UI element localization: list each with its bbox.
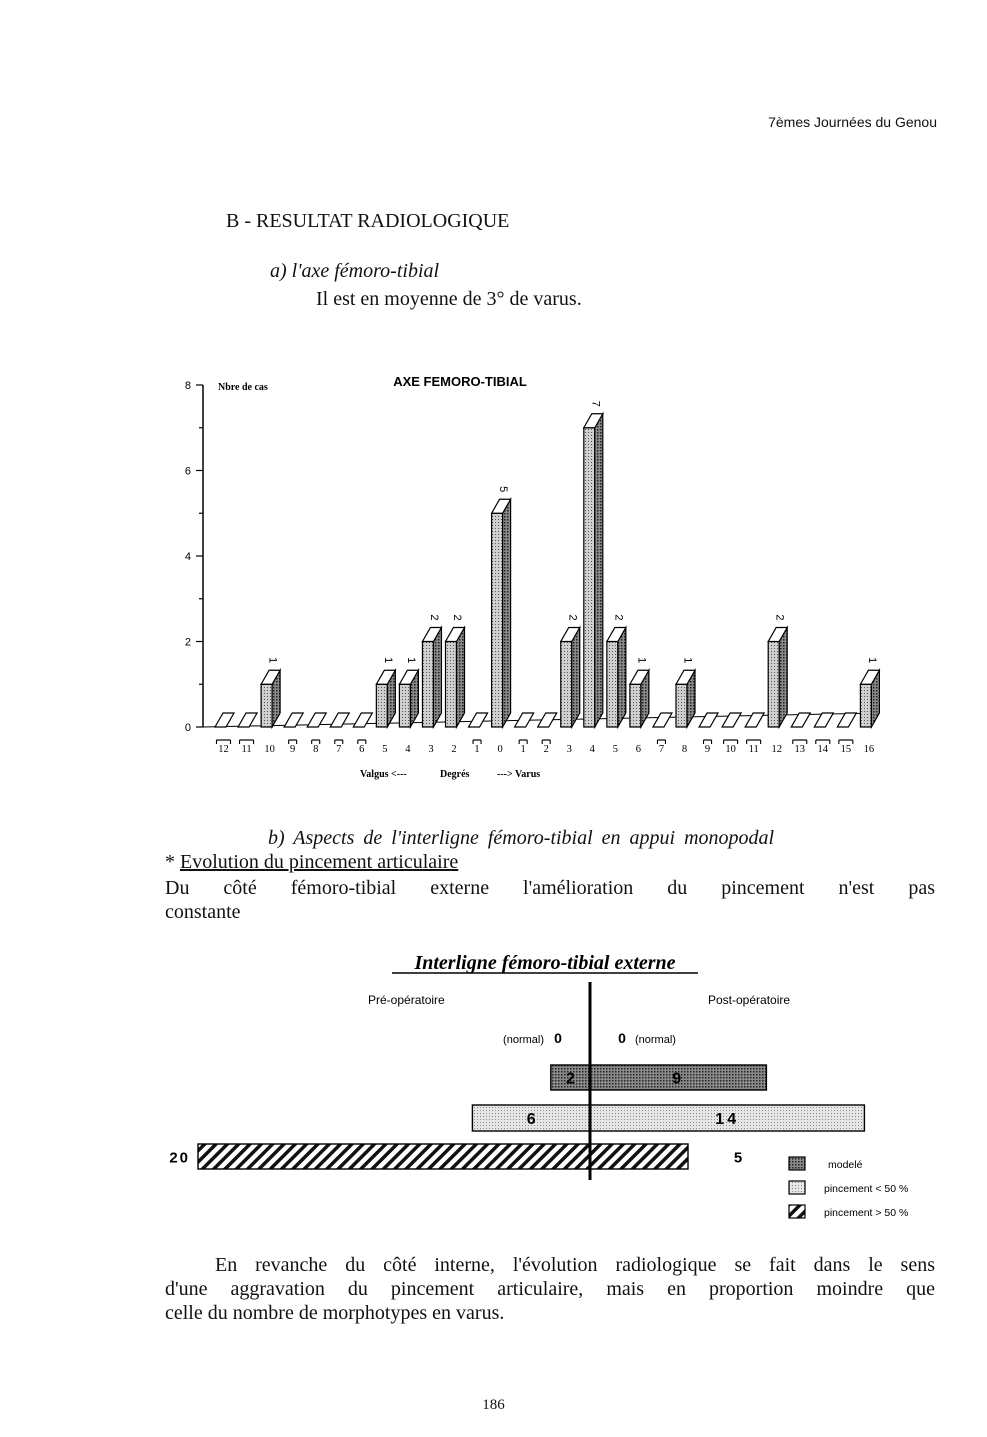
bar-front xyxy=(261,684,272,727)
bar-side xyxy=(572,628,580,728)
x-tick-label: 9 xyxy=(290,744,296,755)
post-value: 14 xyxy=(715,1111,740,1128)
normal-label-right: (normal) xyxy=(635,1034,676,1046)
axis-sentence: Il est en moyenne de 3° de varus. xyxy=(316,288,582,310)
x-tick-label: 4 xyxy=(589,744,595,755)
y-axis-label: Nbre de cas xyxy=(218,382,268,393)
value-label: 2 xyxy=(612,614,625,621)
bar-side xyxy=(595,414,603,727)
post-operative-label: Post-opératoire xyxy=(708,993,791,1007)
x-tick-label: 15 xyxy=(840,744,852,755)
section-title: B - RESULTAT RADIOLOGIQUE xyxy=(226,210,510,232)
x-tick-label: 8 xyxy=(313,744,319,755)
bar-front xyxy=(446,642,457,728)
x-label-valgus: Valgus <--- xyxy=(360,769,407,780)
bar-zero xyxy=(238,713,257,727)
bar-zero xyxy=(215,713,234,727)
legend-swatch xyxy=(789,1157,805,1170)
legend-label: pincement > 50 % xyxy=(824,1207,909,1219)
x-tick-label: 11 xyxy=(748,744,759,755)
value-label: 5 xyxy=(497,486,510,493)
bullet-marker: * xyxy=(165,851,180,873)
x-tick-label: 13 xyxy=(794,744,805,755)
y-tick-label: 8 xyxy=(184,380,191,392)
legend-label: modelé xyxy=(828,1159,863,1171)
x-tick-label: 11 xyxy=(241,744,252,755)
x-tick-label: 7 xyxy=(658,744,665,755)
post-bar xyxy=(590,1144,688,1169)
value-label: 2 xyxy=(773,614,786,621)
legend-swatch xyxy=(789,1181,805,1194)
x-tick-label: 12 xyxy=(771,744,782,755)
y-tick-label: 0 xyxy=(184,722,191,734)
value-label: 1 xyxy=(381,657,394,664)
x-tick-label: 16 xyxy=(863,744,875,755)
x-tick-label: 2 xyxy=(543,744,549,755)
x-tick-label: 5 xyxy=(382,744,388,755)
bar-front xyxy=(607,642,618,728)
value-label: 2 xyxy=(427,614,440,621)
x-tick-label: 14 xyxy=(817,744,829,755)
x-tick-label: 3 xyxy=(428,744,434,755)
value-label: 1 xyxy=(635,657,648,664)
pre-value: 6 xyxy=(526,1111,536,1128)
legend-swatch xyxy=(789,1205,805,1218)
x-tick-label: 6 xyxy=(635,744,642,755)
bar-zero xyxy=(330,713,349,727)
bar-zero xyxy=(699,713,718,727)
bar-side xyxy=(457,628,465,728)
normal-post-value: 0 xyxy=(618,1030,626,1046)
legend-label: pincement < 50 % xyxy=(824,1183,909,1195)
bar-front xyxy=(376,684,387,727)
bar-front xyxy=(630,684,641,727)
post-value: 5 xyxy=(733,1149,743,1167)
bar-front xyxy=(422,642,433,728)
paragraph-2-line-3: celle du nombre de morphotypes en varus. xyxy=(165,1302,505,1324)
bar-side xyxy=(503,499,511,727)
bar-front xyxy=(561,642,572,728)
post-value: 9 xyxy=(672,1070,685,1088)
y-tick-label: 4 xyxy=(184,551,191,563)
bar-front xyxy=(492,513,503,727)
bar-zero xyxy=(814,713,833,727)
x-tick-label: 0 xyxy=(497,744,503,755)
x-tick-label: 10 xyxy=(725,744,736,755)
x-tick-label: 4 xyxy=(405,744,411,755)
chart-title: AXE FEMORO-TIBIAL xyxy=(393,374,527,389)
bar-front xyxy=(768,642,779,728)
x-tick-label: 9 xyxy=(704,744,711,755)
bar-zero xyxy=(653,713,672,727)
bullet-title: Evolution du pincement articulaire xyxy=(180,851,459,873)
bar-side xyxy=(618,628,626,728)
subsection-b-title: b) Aspects de l'interligne fémoro-tibial en appui monopodal xyxy=(268,827,775,849)
chart-title: Interligne fémoro-tibial externe xyxy=(414,952,676,974)
x-tick-label: 2 xyxy=(451,744,457,755)
value-label: 1 xyxy=(266,657,279,664)
bar-zero xyxy=(837,713,856,727)
value-label: 2 xyxy=(451,614,463,621)
bullet-heading xyxy=(165,851,458,874)
paragraph-1-line-1: Du côté fémoro-tibial externe l'amélioration du pincement n'est pas xyxy=(165,877,935,899)
x-tick-label: 6 xyxy=(359,744,365,755)
x-tick-label: 3 xyxy=(566,744,572,755)
value-label: 1 xyxy=(681,657,694,664)
bar-front xyxy=(860,684,871,727)
x-tick-label: 1 xyxy=(474,744,480,755)
running-header: 7èmes Journées du Genou xyxy=(768,114,937,130)
x-label-degres: Degrés xyxy=(440,769,470,780)
x-tick-label: 7 xyxy=(336,744,342,755)
y-tick-label: 2 xyxy=(184,636,191,649)
y-tick-label: 6 xyxy=(184,465,191,478)
x-tick-label: 12 xyxy=(218,744,229,755)
bar-front xyxy=(584,428,595,727)
value-label: 1 xyxy=(404,657,417,664)
bar-side xyxy=(779,628,787,728)
paragraph-1-line-2: constante xyxy=(165,901,241,923)
bar-side xyxy=(433,628,441,728)
paragraph-2-line-2: d'une aggravation du pincement articulaire, mais en proportion moindre que xyxy=(165,1278,935,1300)
bar-front xyxy=(399,684,410,727)
pre-value: 20 xyxy=(169,1149,190,1167)
x-tick-label: 10 xyxy=(264,744,275,755)
pre-value: 2 xyxy=(565,1070,575,1088)
page-number: 186 xyxy=(482,1397,505,1413)
value-label: 2 xyxy=(566,614,579,621)
bar-zero xyxy=(745,713,764,727)
bar-zero xyxy=(469,713,488,727)
bar-front xyxy=(676,684,687,727)
bar-zero xyxy=(353,713,372,727)
x-label-varus: ---> Varus xyxy=(497,769,541,780)
bar-zero xyxy=(722,713,741,727)
x-tick-label: 5 xyxy=(612,744,618,755)
subsection-a-title: a) l'axe fémoro-tibial xyxy=(270,260,440,282)
value-label: 1 xyxy=(865,657,878,664)
pre-operative-label: Pré-opératoire xyxy=(368,993,445,1007)
normal-label-left: (normal) xyxy=(503,1034,544,1046)
value-label: 7 xyxy=(589,400,602,407)
paragraph-2-line-1: En revanche du côté interne, l'évolution radiologique se fait dans le sens xyxy=(215,1254,935,1276)
normal-pre-value: 0 xyxy=(554,1030,562,1046)
pre-bar xyxy=(198,1144,590,1169)
x-tick-label: 8 xyxy=(681,744,688,755)
x-tick-label: 1 xyxy=(520,744,526,755)
